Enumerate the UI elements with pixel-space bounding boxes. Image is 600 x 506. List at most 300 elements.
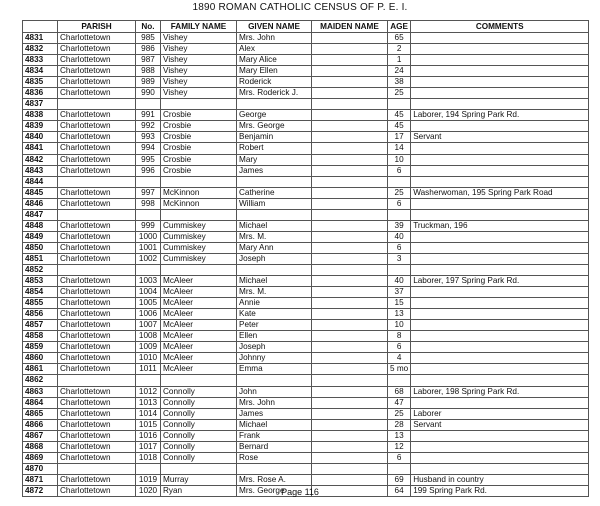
cell-row-id: 4853 (23, 276, 58, 287)
cell-parish: Charlottetown (58, 386, 136, 397)
cell-maiden-name (312, 165, 388, 176)
cell-family-no: 1010 (136, 353, 161, 364)
cell-age: 10 (388, 320, 411, 331)
cell-family-no: 990 (136, 88, 161, 99)
cell-row-id: 4868 (23, 441, 58, 452)
cell-row-id: 4849 (23, 231, 58, 242)
cell-row-id: 4859 (23, 342, 58, 353)
cell-row-id: 4836 (23, 88, 58, 99)
cell-row-id: 4838 (23, 110, 58, 121)
table-row (23, 276, 589, 287)
cell-family-name: Crosbie (161, 143, 237, 154)
cell-age: 3 (388, 253, 411, 264)
cell-maiden-name (312, 287, 388, 298)
cell-family-name: Connolly (161, 441, 237, 452)
cell-maiden-name (312, 353, 388, 364)
cell-age: 25 (388, 408, 411, 419)
cell-family-name: McKinnon (161, 198, 237, 209)
table-row (23, 198, 589, 209)
cell-given-name: Bernard (237, 441, 312, 452)
cell-row-id: 4854 (23, 287, 58, 298)
cell-comments: Washerwoman, 195 Spring Park Road (411, 187, 589, 198)
cell-given-name: Michael (237, 419, 312, 430)
cell-maiden-name (312, 132, 388, 143)
cell-parish: Charlottetown (58, 88, 136, 99)
cell-age: 5 mo (388, 364, 411, 375)
cell-family-name: McAleer (161, 353, 237, 364)
cell-given-name: John (237, 386, 312, 397)
cell-given-name: Mrs. Roderick J. (237, 88, 312, 99)
cell-maiden-name (312, 276, 388, 287)
cell-row-id: 4863 (23, 386, 58, 397)
cell-comments (411, 331, 589, 342)
cell-family-name: McAleer (161, 320, 237, 331)
cell-family-no (136, 264, 161, 275)
cell-family-name: Vishey (161, 33, 237, 44)
cell-age: 6 (388, 242, 411, 253)
cell-parish: Charlottetown (58, 143, 136, 154)
cell-parish: Charlottetown (58, 66, 136, 77)
cell-comments: Laborer, 198 Spring Park Rd. (411, 386, 589, 397)
cell-age: 39 (388, 220, 411, 231)
table-row (23, 408, 589, 419)
cell-maiden-name (312, 242, 388, 253)
cell-comments (411, 242, 589, 253)
cell-family-no: 991 (136, 110, 161, 121)
cell-family-no: 1002 (136, 253, 161, 264)
table-row (23, 176, 589, 187)
table-row (23, 154, 589, 165)
cell-maiden-name (312, 154, 388, 165)
cell-row-id: 4831 (23, 33, 58, 44)
cell-age: 4 (388, 353, 411, 364)
cell-row-id: 4843 (23, 165, 58, 176)
cell-row-id: 4844 (23, 176, 58, 187)
cell-family-name: Vishey (161, 88, 237, 99)
cell-row-id: 4846 (23, 198, 58, 209)
cell-family-name: McAleer (161, 276, 237, 287)
cell-family-name (161, 99, 237, 110)
cell-parish: Charlottetown (58, 485, 136, 496)
cell-family-no: 994 (136, 143, 161, 154)
cell-age: 17 (388, 132, 411, 143)
cell-maiden-name (312, 55, 388, 66)
table-row (23, 430, 589, 441)
cell-age: 40 (388, 231, 411, 242)
table-row (23, 187, 589, 198)
cell-given-name (237, 463, 312, 474)
cell-age: 25 (388, 88, 411, 99)
cell-given-name: Mrs. John (237, 397, 312, 408)
cell-family-no: 995 (136, 154, 161, 165)
cell-parish: Charlottetown (58, 419, 136, 430)
cell-comments (411, 121, 589, 132)
cell-given-name: Catherine (237, 187, 312, 198)
cell-age (388, 463, 411, 474)
cell-given-name: Alex (237, 44, 312, 55)
cell-family-no: 1005 (136, 298, 161, 309)
cell-given-name: Joseph (237, 253, 312, 264)
cell-family-no: 1014 (136, 408, 161, 419)
cell-age: 37 (388, 287, 411, 298)
table-row (23, 287, 589, 298)
cell-parish: Charlottetown (58, 397, 136, 408)
cell-age: 68 (388, 386, 411, 397)
cell-parish (58, 209, 136, 220)
cell-family-name: Crosbie (161, 154, 237, 165)
cell-family-name: Cummiskey (161, 220, 237, 231)
cell-row-id: 4833 (23, 55, 58, 66)
table-row (23, 77, 589, 88)
table-row (23, 209, 589, 220)
table-row (23, 375, 589, 386)
cell-family-no: 1015 (136, 419, 161, 430)
cell-maiden-name (312, 375, 388, 386)
table-row (23, 441, 589, 452)
cell-comments (411, 99, 589, 110)
cell-family-name: Connolly (161, 397, 237, 408)
page-number: Page 116 (281, 487, 319, 497)
cell-age: 24 (388, 66, 411, 77)
cell-maiden-name (312, 419, 388, 430)
cell-parish: Charlottetown (58, 55, 136, 66)
cell-maiden-name (312, 231, 388, 242)
cell-family-name: Connolly (161, 408, 237, 419)
cell-parish: Charlottetown (58, 220, 136, 231)
cell-parish: Charlottetown (58, 165, 136, 176)
cell-family-no (136, 375, 161, 386)
cell-comments (411, 430, 589, 441)
cell-comments (411, 209, 589, 220)
cell-maiden-name (312, 88, 388, 99)
cell-age: 47 (388, 397, 411, 408)
cell-family-no: 988 (136, 66, 161, 77)
cell-comments (411, 309, 589, 320)
cell-family-name: Ryan (161, 485, 237, 496)
cell-given-name: Michael (237, 276, 312, 287)
cell-maiden-name (312, 408, 388, 419)
cell-parish: Charlottetown (58, 441, 136, 452)
cell-comments (411, 165, 589, 176)
cell-maiden-name (312, 187, 388, 198)
cell-family-name: Vishey (161, 55, 237, 66)
cell-parish (58, 99, 136, 110)
cell-family-name: Cummiskey (161, 253, 237, 264)
cell-given-name (237, 209, 312, 220)
cell-parish: Charlottetown (58, 320, 136, 331)
cell-age: 6 (388, 452, 411, 463)
cell-maiden-name (312, 342, 388, 353)
cell-comments: Servant (411, 419, 589, 430)
cell-comments (411, 364, 589, 375)
cell-maiden-name (312, 198, 388, 209)
cell-family-name: Crosbie (161, 165, 237, 176)
cell-age: 38 (388, 77, 411, 88)
cell-family-no: 1019 (136, 474, 161, 485)
header-family-name: FAMILY NAME (161, 21, 237, 33)
table-row (23, 309, 589, 320)
cell-parish: Charlottetown (58, 77, 136, 88)
cell-parish (58, 375, 136, 386)
cell-row-id: 4845 (23, 187, 58, 198)
cell-row-id: 4851 (23, 253, 58, 264)
cell-given-name (237, 264, 312, 275)
cell-comments: Servant (411, 132, 589, 143)
cell-comments: Truckman, 196 (411, 220, 589, 231)
cell-comments (411, 231, 589, 242)
cell-family-name: Crosbie (161, 110, 237, 121)
cell-given-name: Annie (237, 298, 312, 309)
cell-row-id: 4852 (23, 264, 58, 275)
cell-family-no: 1012 (136, 386, 161, 397)
cell-parish: Charlottetown (58, 242, 136, 253)
cell-given-name: Mrs. M. (237, 231, 312, 242)
cell-given-name: Mary Alice (237, 55, 312, 66)
cell-given-name: Ellen (237, 331, 312, 342)
header-given-name: GIVEN NAME (237, 21, 312, 33)
cell-maiden-name (312, 121, 388, 132)
cell-row-id: 4857 (23, 320, 58, 331)
cell-family-name: McAleer (161, 287, 237, 298)
cell-age (388, 264, 411, 275)
cell-row-id: 4848 (23, 220, 58, 231)
table-row (23, 231, 589, 242)
cell-maiden-name (312, 44, 388, 55)
table-row (23, 419, 589, 430)
cell-comments (411, 452, 589, 463)
cell-comments (411, 198, 589, 209)
cell-parish: Charlottetown (58, 132, 136, 143)
header-parish: PARISH (58, 21, 136, 33)
header-comments: COMMENTS (411, 21, 589, 33)
cell-maiden-name (312, 320, 388, 331)
cell-parish: Charlottetown (58, 430, 136, 441)
cell-family-name: McAleer (161, 309, 237, 320)
cell-comments (411, 298, 589, 309)
cell-family-no (136, 463, 161, 474)
table-row (23, 320, 589, 331)
cell-parish: Charlottetown (58, 309, 136, 320)
cell-maiden-name (312, 298, 388, 309)
cell-row-id: 4865 (23, 408, 58, 419)
cell-comments: Laborer, 197 Spring Park Rd. (411, 276, 589, 287)
cell-maiden-name (312, 220, 388, 231)
cell-family-name (161, 463, 237, 474)
cell-row-id: 4862 (23, 375, 58, 386)
table-row (23, 44, 589, 55)
cell-family-no: 1003 (136, 276, 161, 287)
cell-parish: Charlottetown (58, 331, 136, 342)
cell-maiden-name (312, 474, 388, 485)
cell-family-no (136, 99, 161, 110)
cell-family-no: 987 (136, 55, 161, 66)
cell-family-no: 1018 (136, 452, 161, 463)
cell-given-name: Mary Ann (237, 242, 312, 253)
cell-maiden-name (312, 143, 388, 154)
cell-row-id: 4856 (23, 309, 58, 320)
header-age: AGE (388, 21, 411, 33)
table-row (23, 386, 589, 397)
cell-maiden-name (312, 364, 388, 375)
cell-comments (411, 77, 589, 88)
cell-row-id: 4835 (23, 77, 58, 88)
cell-family-no: 999 (136, 220, 161, 231)
cell-comments (411, 375, 589, 386)
cell-family-no: 1011 (136, 364, 161, 375)
cell-comments: Husband in country (411, 474, 589, 485)
cell-row-id: 4834 (23, 66, 58, 77)
table-row (23, 55, 589, 66)
table-row (23, 253, 589, 264)
cell-maiden-name (312, 176, 388, 187)
cell-row-id: 4839 (23, 121, 58, 132)
table-row (23, 342, 589, 353)
cell-row-id: 4866 (23, 419, 58, 430)
cell-family-name (161, 264, 237, 275)
cell-given-name: Emma (237, 364, 312, 375)
cell-family-no: 1009 (136, 342, 161, 353)
cell-parish: Charlottetown (58, 231, 136, 242)
cell-row-id: 4837 (23, 99, 58, 110)
cell-parish: Charlottetown (58, 33, 136, 44)
cell-age: 1 (388, 55, 411, 66)
cell-maiden-name (312, 430, 388, 441)
table-row (23, 33, 589, 44)
cell-maiden-name (312, 99, 388, 110)
cell-comments (411, 253, 589, 264)
cell-parish: Charlottetown (58, 298, 136, 309)
cell-comments (411, 44, 589, 55)
cell-family-name: McAleer (161, 364, 237, 375)
cell-family-name: Connolly (161, 430, 237, 441)
header-row (23, 21, 589, 33)
cell-age: 14 (388, 143, 411, 154)
cell-comments (411, 320, 589, 331)
table-row (23, 88, 589, 99)
cell-family-name (161, 176, 237, 187)
cell-maiden-name (312, 441, 388, 452)
cell-maiden-name (312, 77, 388, 88)
cell-family-no: 1006 (136, 309, 161, 320)
table-row (23, 474, 589, 485)
cell-comments: Laborer (411, 408, 589, 419)
cell-family-no: 986 (136, 44, 161, 55)
census-body (23, 33, 589, 497)
census-table (22, 20, 589, 497)
cell-age: 6 (388, 342, 411, 353)
cell-age (388, 209, 411, 220)
cell-family-no (136, 176, 161, 187)
cell-row-id: 4871 (23, 474, 58, 485)
cell-age: 45 (388, 121, 411, 132)
cell-family-name: Murray (161, 474, 237, 485)
cell-age: 69 (388, 474, 411, 485)
cell-family-name: McAleer (161, 298, 237, 309)
table-row (23, 110, 589, 121)
cell-comments (411, 88, 589, 99)
table-row (23, 364, 589, 375)
cell-comments (411, 397, 589, 408)
cell-comments (411, 287, 589, 298)
cell-parish: Charlottetown (58, 198, 136, 209)
cell-maiden-name (312, 397, 388, 408)
cell-parish (58, 463, 136, 474)
cell-age: 2 (388, 44, 411, 55)
cell-comments: 199 Spring Park Rd. (411, 485, 589, 496)
table-row (23, 220, 589, 231)
cell-comments (411, 264, 589, 275)
cell-age: 10 (388, 154, 411, 165)
cell-given-name: George (237, 110, 312, 121)
cell-parish: Charlottetown (58, 121, 136, 132)
cell-age: 25 (388, 187, 411, 198)
cell-family-no: 996 (136, 165, 161, 176)
page-title: 1890 ROMAN CATHOLIC CENSUS OF P. E. I. (192, 2, 408, 13)
cell-comments (411, 66, 589, 77)
cell-given-name: Benjamin (237, 132, 312, 143)
cell-age: 28 (388, 419, 411, 430)
cell-comments (411, 441, 589, 452)
cell-given-name: Mrs. Rose A. (237, 474, 312, 485)
cell-age: 45 (388, 110, 411, 121)
cell-family-no: 998 (136, 198, 161, 209)
cell-given-name: Mary Ellen (237, 66, 312, 77)
cell-maiden-name (312, 331, 388, 342)
cell-given-name: Roderick (237, 77, 312, 88)
cell-row-id: 4850 (23, 242, 58, 253)
cell-family-name (161, 375, 237, 386)
cell-maiden-name (312, 452, 388, 463)
cell-age: 15 (388, 298, 411, 309)
cell-parish: Charlottetown (58, 187, 136, 198)
cell-given-name: James (237, 165, 312, 176)
cell-family-no (136, 209, 161, 220)
table-row (23, 264, 589, 275)
cell-family-name: Cummiskey (161, 231, 237, 242)
cell-age: 13 (388, 309, 411, 320)
cell-row-id: 4841 (23, 143, 58, 154)
cell-row-id: 4872 (23, 485, 58, 496)
cell-comments (411, 353, 589, 364)
cell-family-no: 985 (136, 33, 161, 44)
cell-family-no: 1016 (136, 430, 161, 441)
cell-family-name: Crosbie (161, 121, 237, 132)
table-row (23, 121, 589, 132)
cell-given-name: Mrs. George (237, 121, 312, 132)
cell-family-no: 993 (136, 132, 161, 143)
cell-row-id: 4860 (23, 353, 58, 364)
cell-parish (58, 264, 136, 275)
table-row (23, 99, 589, 110)
cell-given-name: Mrs. M. (237, 287, 312, 298)
cell-parish (58, 176, 136, 187)
cell-row-id: 4861 (23, 364, 58, 375)
cell-maiden-name (312, 309, 388, 320)
cell-row-id: 4870 (23, 463, 58, 474)
cell-family-no: 1017 (136, 441, 161, 452)
cell-given-name: Peter (237, 320, 312, 331)
table-row (23, 298, 589, 309)
table-row (23, 66, 589, 77)
cell-given-name: William (237, 198, 312, 209)
cell-family-name: Vishey (161, 44, 237, 55)
cell-family-name: Vishey (161, 77, 237, 88)
cell-parish: Charlottetown (58, 276, 136, 287)
cell-age: 13 (388, 430, 411, 441)
cell-family-no: 1013 (136, 397, 161, 408)
header-maiden-name: MAIDEN NAME (312, 21, 388, 33)
cell-comments (411, 342, 589, 353)
